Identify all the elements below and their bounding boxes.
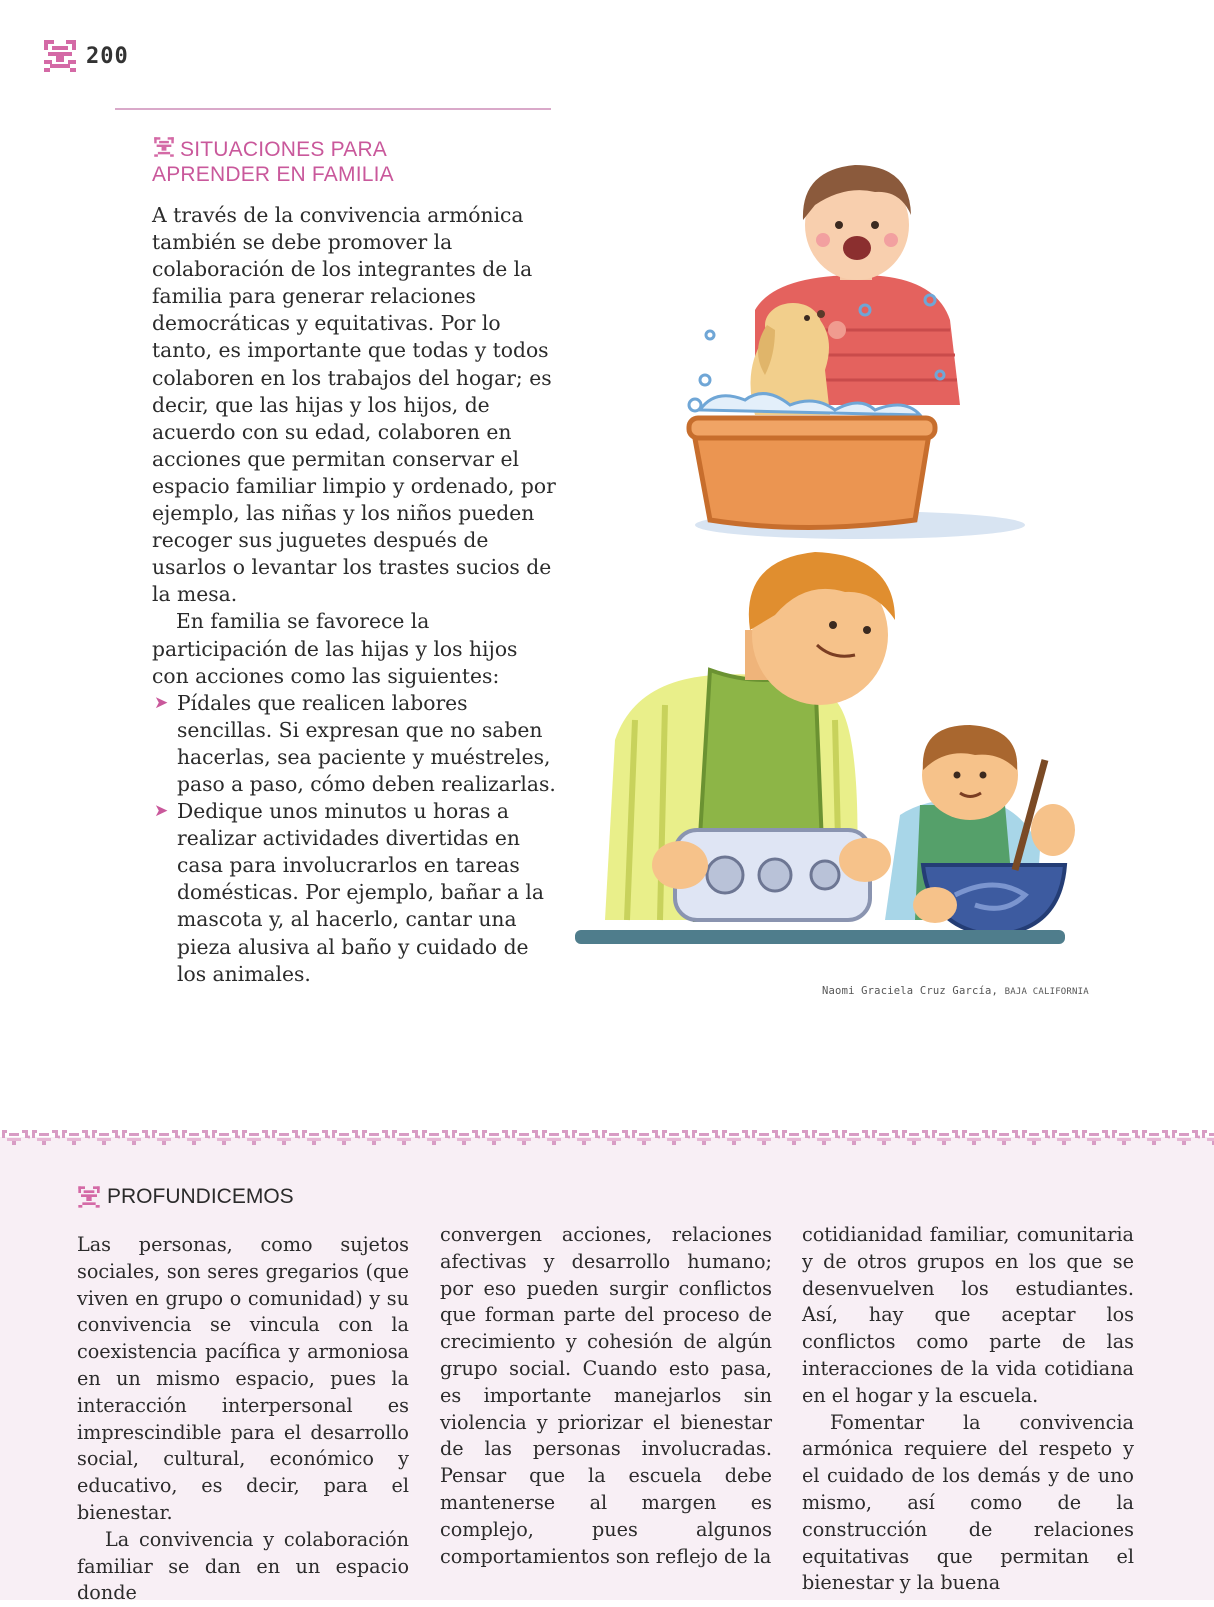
section-title-line1: SITUACIONES PARA xyxy=(180,138,388,161)
paragraph: A través de la convivencia armónica también se debe promover la colaboración de los integrantes de la familia para generar relaciones democráticas y equitativas. Por lo tanto, es importante que todas y todos colaboren en los trabajos del hogar; es decir, que las hijas y los hijos, de acuerdo con su edad, colaboren en acciones que permitan conservar el espacio familiar limpio y ordenado, por ejemplo, las niñas y los niños pueden recoger sus juguetes después de usarlos o levantar los trastes sucios de la mesa. xyxy=(152,203,556,607)
section-title-line2: APRENDER EN FAMILIA xyxy=(152,163,394,186)
section-title xyxy=(152,136,394,187)
situaciones-body xyxy=(152,202,556,988)
ornament-icon xyxy=(152,136,176,158)
boy-bathing-dog xyxy=(689,165,1025,539)
page-header xyxy=(42,38,129,74)
paragraph: convergen acciones, relaciones afectivas y desarrollo humano; por eso pueden surgir conflictos que forman parte del proceso de crecimiento y cohesión de algún grupo social. Cuando esto pasa, es importante manejarlos sin violencia y priorizar el bienestar de las personas involucradas. Pensar que la escuela debe mantenerse al margen es complejo, pues algunos comportamientos son reflejo de la xyxy=(440,1223,772,1568)
decorative-border xyxy=(0,1126,1214,1148)
credit-region: BAJA CALIFORNIA xyxy=(1004,987,1089,997)
ornament-icon xyxy=(77,1185,101,1209)
adult-and-child-cooking xyxy=(575,552,1075,944)
credit-name: Naomi Graciela Cruz García, xyxy=(822,985,999,997)
illustration-credit xyxy=(822,985,1089,997)
text-column-1 xyxy=(77,1232,409,1607)
paragraph: Las personas, como sujetos sociales, son seres gregarios (que viven en grupo o comunidad) y su convivencia se vincula con la coexistencia pacífica y armoniosa en un mismo espacio, pues la interacción interpersonal es imprescindible para el desarrollo social, cultural, económico y educativo, es decir, para el bienestar. xyxy=(77,1233,409,1524)
paragraph: En familia se favorece la participación de las hijas y los hijos con acciones como las siguientes: xyxy=(152,609,518,688)
ornament-icon xyxy=(42,38,78,74)
list-item: ➤ Dedique unos minutos u horas a realizar actividades divertidas en casa para involucrarlos en tareas domésticas. Por ejemplo, bañar a la mascota y, al hacerlo, cantar una pieza alusiva al baño y cuidado de los animales. xyxy=(154,799,544,986)
bullet-list xyxy=(152,690,556,988)
chevron-right-icon: ➤ xyxy=(154,692,169,713)
paragraph: cotidianidad familiar, comunitaria y de otros grupos en los que se desenvuelven los estudiantes. Así, hay que aceptar los conflictos como parte de las interacciones de la vida cotidiana en el hogar y la escuela. xyxy=(802,1223,1134,1407)
illustration-family-chores xyxy=(575,160,1095,960)
page-number: 200 xyxy=(86,43,129,69)
profundicemos-label: PROFUNDICEMOS xyxy=(107,1185,294,1208)
list-item: ➤ Pídales que realicen labores sencillas. Si expresan que no saben hacerlas, sea paciente y muéstreles, paso a paso, cómo deben realizarlas. xyxy=(154,690,556,796)
text-column-3 xyxy=(802,1222,1134,1597)
divider xyxy=(115,108,551,110)
paragraph: Fomentar la convivencia armónica requiere del respeto y el cuidado de los demás y de uno mismo, así como de la construcción de relaciones equitativas que permitan el bienestar y la buena xyxy=(802,1410,1134,1595)
paragraph: La convivencia y colaboración familiar se dan en un espacio donde xyxy=(77,1527,409,1605)
profundicemos-title xyxy=(77,1185,294,1209)
text-column-2 xyxy=(440,1222,772,1570)
chevron-right-icon: ➤ xyxy=(154,801,169,822)
